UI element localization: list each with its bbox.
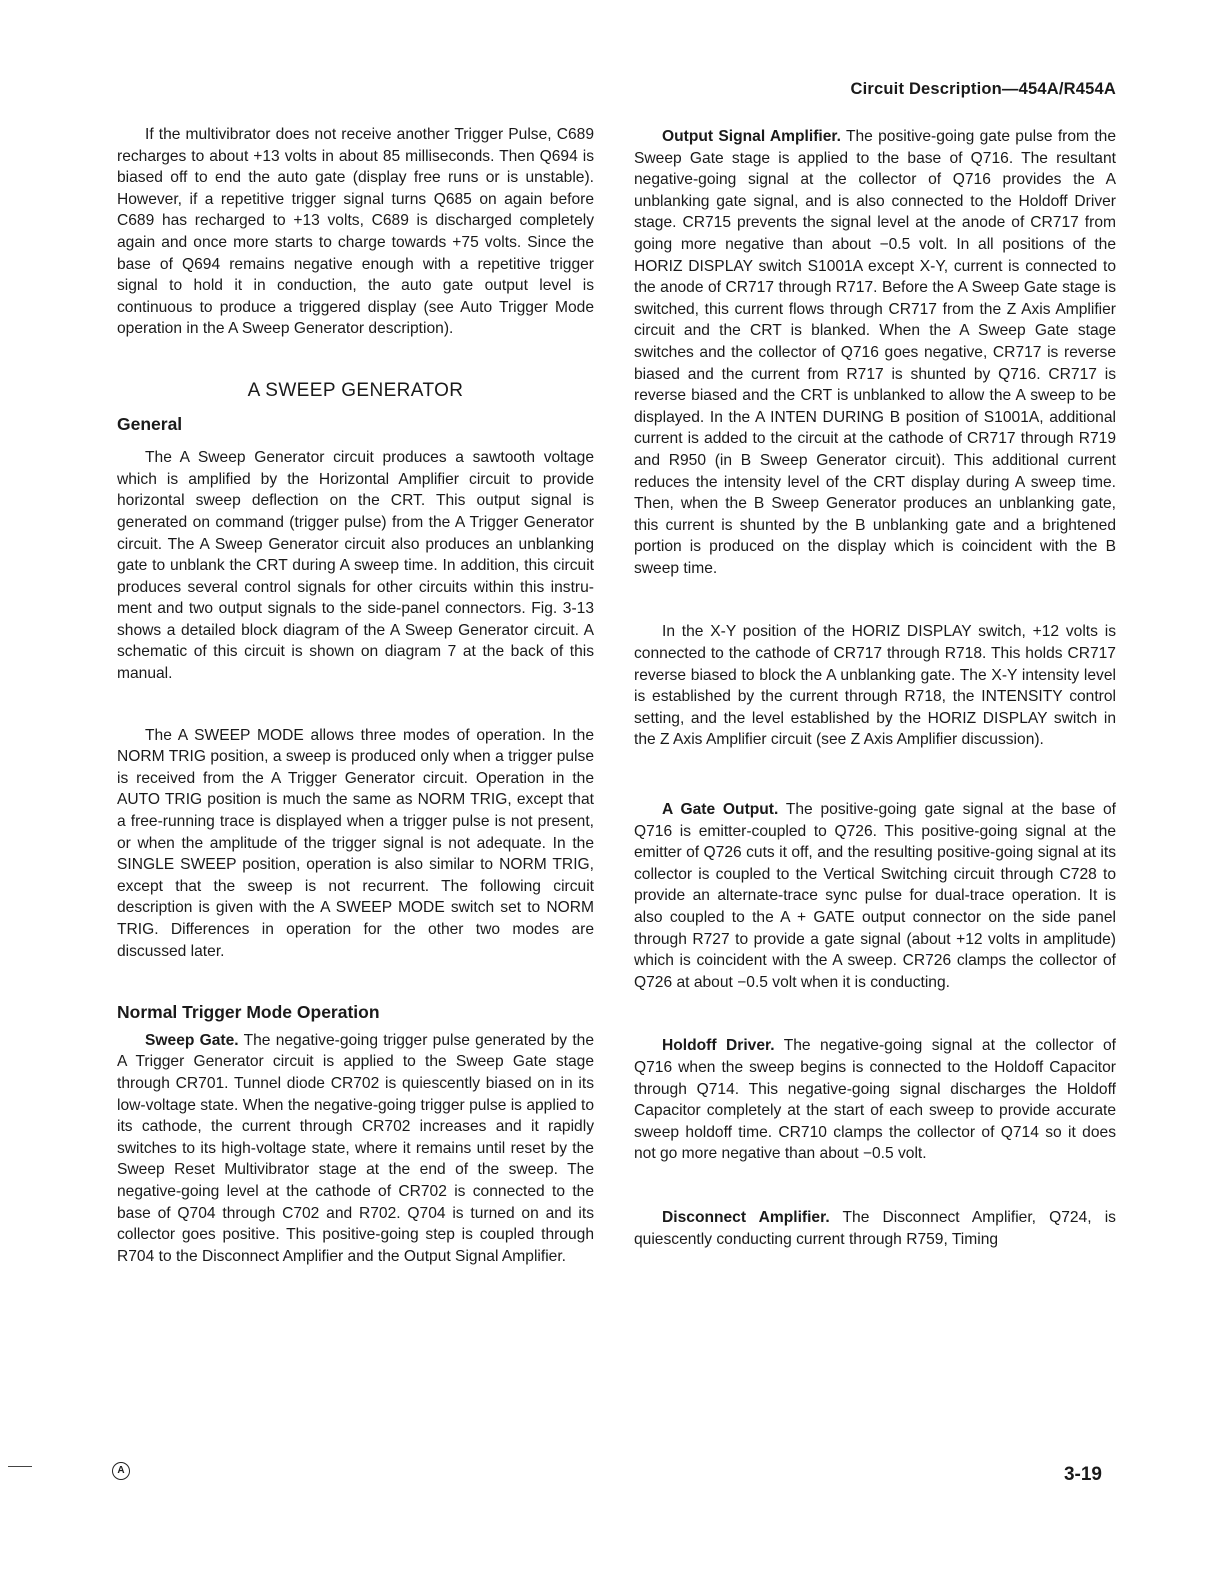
paragraph-xy-position: In the X-Y position of the HORIZ DISPLAY switch, +12 volts is connected to the cathode of CR717 through R718. This holds CR717 reverse biased to block the A unblanking gate. The X-Y intensity level is established by the current through R718, the INTENSITY control setting, and the level established by the HORIZ DISPLAY switch in the Z Axis Amplifier circuit (see Z Axis Amplifier discussion). [634,623,1116,749]
paragraph-sweep-gate [117,1030,594,1268]
normal-trigger-heading: Normal Trigger Mode Operation [117,1002,380,1023]
general-heading: General [117,413,183,434]
paragraph-sweep-mode: The A SWEEP MODE allows three modes of operation. In the NORM TRIG position, a sweep is produced only when a trigger pulse is received from the A Trigger Generator circuit. Operation in the AUTO TRIG position is much the same as NORM TRIG, except that a free-running trace is displayed when a trigger pulse is not present, or when the amplitude of the trigger signal is not adequate. In the SINGLE SWEEP position, operation is also similar to NORM TRIG, except that the sweep is not recurrent. The following circuit description is given with the A SWEEP MODE switch set to NORM TRIG. Differences in operation for the other two modes are discussed later. [117,726,594,960]
publisher-logo-icon: A [112,1462,130,1480]
paragraph-general: The A Sweep Generator circuit produces a sawtooth voltage which is amplified by the Horizontal Amplifier circuit to provide horizontal sweep deflection on the CRT. This output signal is generated on command (trigger pulse) from the A Trigger Generator circuit. The A Sweep Generator circuit also produces an unblanking gate to unblank the CRT during A sweep time. In addition, this circuit produces several control signals for other circuits within this instrument and two output signals to the side-panel connectors. Fig. 3-13 shows a detailed block diagram of the A Sweep Generator circuit. A schematic of this circuit is shown on diagram 7 at the back of this manual. [117,449,594,683]
holdoff-driver-text: The negative-going signal at the collector of Q716 when the sweep begins is connected to the Holdoff Capacitor through Q714. This negative-going signal discharges the Holdoff Capacitor completely at the start of each sweep to provide accurate sweep holdoff time. CR710 clamps the collector of Q714 so it does not go more negative than about −0.5 volt. [634,1037,1117,1163]
a-gate-output-lead: A Gate Output. [662,801,779,819]
paragraph-a-gate-output [634,799,1116,993]
paragraph-disconnect-amplifier [634,1207,1116,1250]
margin-tick-mark [8,1466,32,1467]
output-signal-amplifier-text: The positive-going gate pulse from the Sweep Gate stage is applied to the base of Q716. The resultant negative-going signal at the collector of Q716 provides the A unblanking gate signal, and is also connected to the Holdoff Driver stage. CR715 prevents the signal level at the anode of CR717 from going more negative than about −0.5 volt. In all positions of the HORIZ DISPLAY switch S1001A except X-Y, current is connected to the anode of CR717 through R717. Before the A Sweep Gate stage is switched, this current flows through CR717 from the Z Axis Amplifier circuit and the CRT is blanked. When the A Sweep Gate stage switches and the collector of Q716 goes negative, CR717 is reverse biased and the current from R717 is shunted by Q716. CR717 is reverse biased and the CRT is unblanked to allow the A sweep to be displayed. In the A INTEN DURING B position of S1001A, additional current is added to the circuit at the cathode of CR717 through R719 and R950 (in B Sweep Generator circuit). This additional current reduces the intensity level of the CRT display during A sweep time. Then, when the B Sweep Generator produces an unblanking gate, this current is shunted by the B unblanking gate and a brightened portion is produced on the display which is coincident with the B sweep time. [634,128,1117,577]
left-column [117,124,594,1267]
holdoff-driver-lead: Holdoff Driver. [662,1037,775,1055]
paragraph-output-signal-amplifier [634,126,1116,579]
paragraph-multivibrator: If the multivibrator does not receive another Trigger Pulse, C689 recharges to about +13 volts in about 85 milliseconds. Then Q694 is biased off to end the auto gate (display free runs or is unstable). However, if a repetitive trigger signal turns Q685 on again before C689 has recharged to +13 volts, C689 is discharged completely again and once more starts to charge towards +75 volts. Since the base of Q694 remains negative enough with a repetitive trigger signal to hold it in conduction, the auto gate output level is continuous to produce a triggered display (see Auto Trigger Mode operation in the A Sweep Generator description). [117,126,594,338]
sweep-gate-text: The negative-going trigger pulse generated by the A Trigger Generator circuit is applied to the Sweep Gate stage through CR701. Tunnel diode CR702 is quiescently biased on in its low-voltage state. When the negative-going trigger pulse is applied to its cathode, the current through CR702 increases and it rapidly switches to its high-voltage state, where it remains until reset by the Sweep Reset Multivibrator stage at the end of the sweep. The negative-going level at the cathode of CR702 is connected to the base of Q704 through C702 and R702. Q704 is turned on and its collector goes positive. This positive-going step is coupled through R704 to the Disconnect Amplifier and the Output Signal Amplifier. [117,1031,595,1265]
disconnect-amplifier-lead: Disconnect Amplifier. [662,1208,830,1226]
running-header: Circuit Description—454A/R454A [850,80,1116,98]
disconnect-amplifier-text: The Disconnect Amplifier, Q724, is quiescently conducting current through R759, Timing [634,1208,1116,1248]
right-column [634,126,1116,1250]
output-signal-amplifier-lead: Output Signal Amplifier. [662,128,841,145]
page-number: 3-19 [1063,1464,1102,1485]
section-title: A SWEEP GENERATOR [247,379,464,401]
paragraph-holdoff-driver [634,1035,1116,1165]
sweep-gate-lead: Sweep Gate. [145,1031,239,1049]
a-gate-output-text: The positive-going gate signal at the base of Q716 is emitter-coupled to Q726. This positive-going signal at the emitter of Q726 cuts it off, and the resulting positive-going signal at its collector is coupled to the Vertical Switching circuit through C728 to provide an alternate-trace sync pulse for dual-trace operation. It is also coupled to the A + GATE output connector on the side panel through R727 to provide a gate signal (about +12 volts in amplitude) which is coincident with the A sweep. CR726 clamps the collector of Q726 at about −0.5 volt when it is conducting. [634,801,1116,991]
